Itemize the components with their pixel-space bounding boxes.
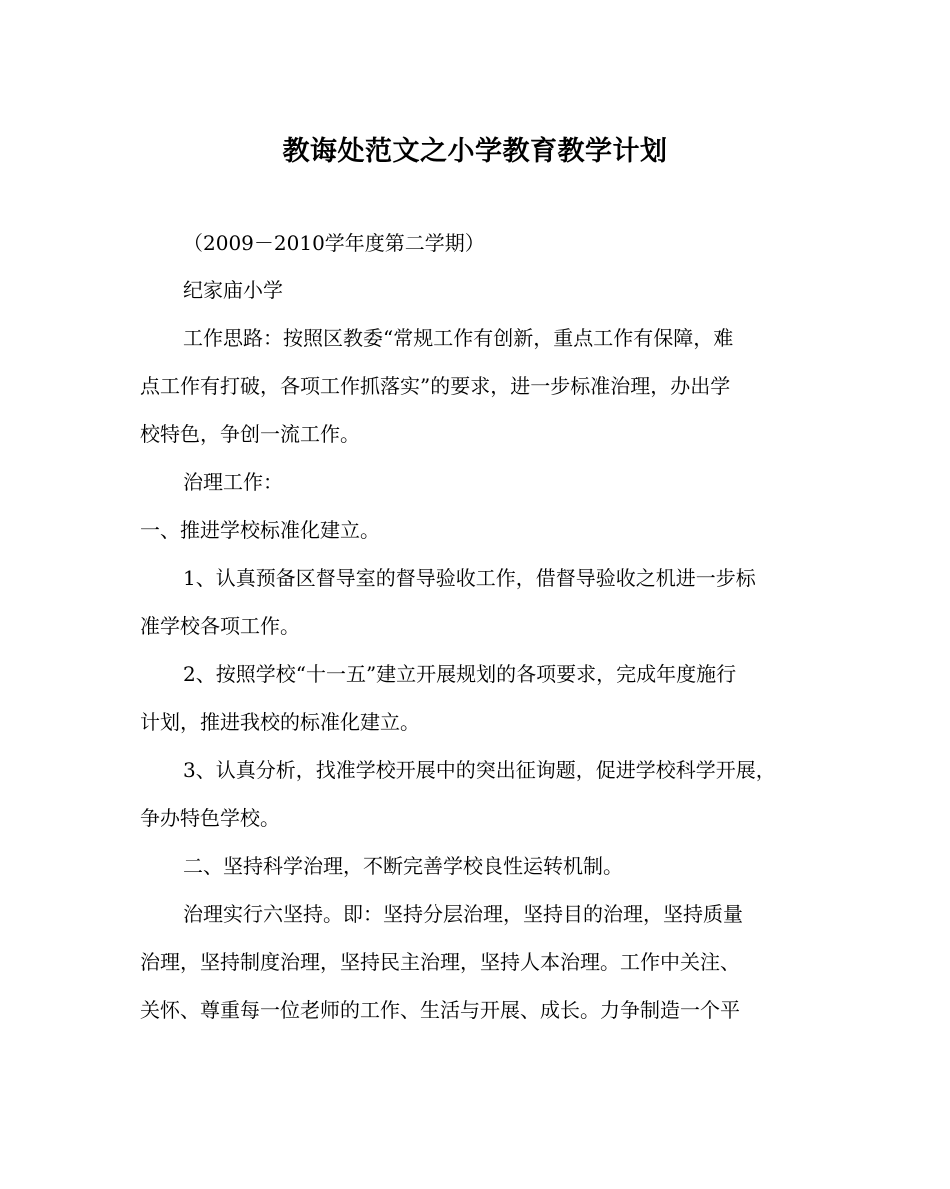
document-title: 教诲处范文之小学教育教学计划 bbox=[282, 136, 668, 167]
paragraph-line: 治理实行六坚持。即：坚持分层治理，坚持目的治理，坚持质量 bbox=[183, 902, 743, 926]
paragraph-line: 一、推进学校标准化建立。 bbox=[140, 518, 380, 542]
paragraph-line: 1、认真预备区督导室的督导验收工作，借督导验收之机进一步标 bbox=[183, 566, 756, 590]
paragraph-line: 纪家庙小学 bbox=[183, 278, 283, 302]
paragraph-line: 2、按照学校“十一五”建立开展规划的各项要求，完成年度施行 bbox=[183, 662, 737, 686]
paragraph-line: 准学校各项工作。 bbox=[140, 614, 300, 638]
paragraph-line: 工作思路：按照区教委“常规工作有创新，重点工作有保障，难 bbox=[183, 326, 734, 350]
paragraph-line: 治理，坚持制度治理，坚持民主治理，坚持人本治理。工作中关注、 bbox=[140, 950, 740, 974]
paragraph-line: 争办特色学校。 bbox=[140, 806, 280, 830]
paragraph-line: 计划，推进我校的标准化建立。 bbox=[140, 710, 420, 734]
paragraph-line: 关怀、尊重每一位老师的工作、生活与开展、成长。力争制造一个平 bbox=[140, 998, 740, 1022]
paragraph-line: 3、认真分析，找准学校开展中的突出征询题，促进学校科学开展， bbox=[183, 758, 776, 782]
paragraph-line: 校特色，争创一流工作。 bbox=[140, 422, 360, 446]
paragraph-line: 点工作有打破，各项工作抓落实”的要求，进一步标准治理，办出学 bbox=[140, 374, 731, 398]
paragraph-line: （2009－2010学年度第二学期） bbox=[183, 231, 485, 255]
paragraph-line: 二、坚持科学治理，不断完善学校良性运转机制。 bbox=[183, 854, 623, 878]
paragraph-line: 治理工作： bbox=[183, 470, 283, 494]
